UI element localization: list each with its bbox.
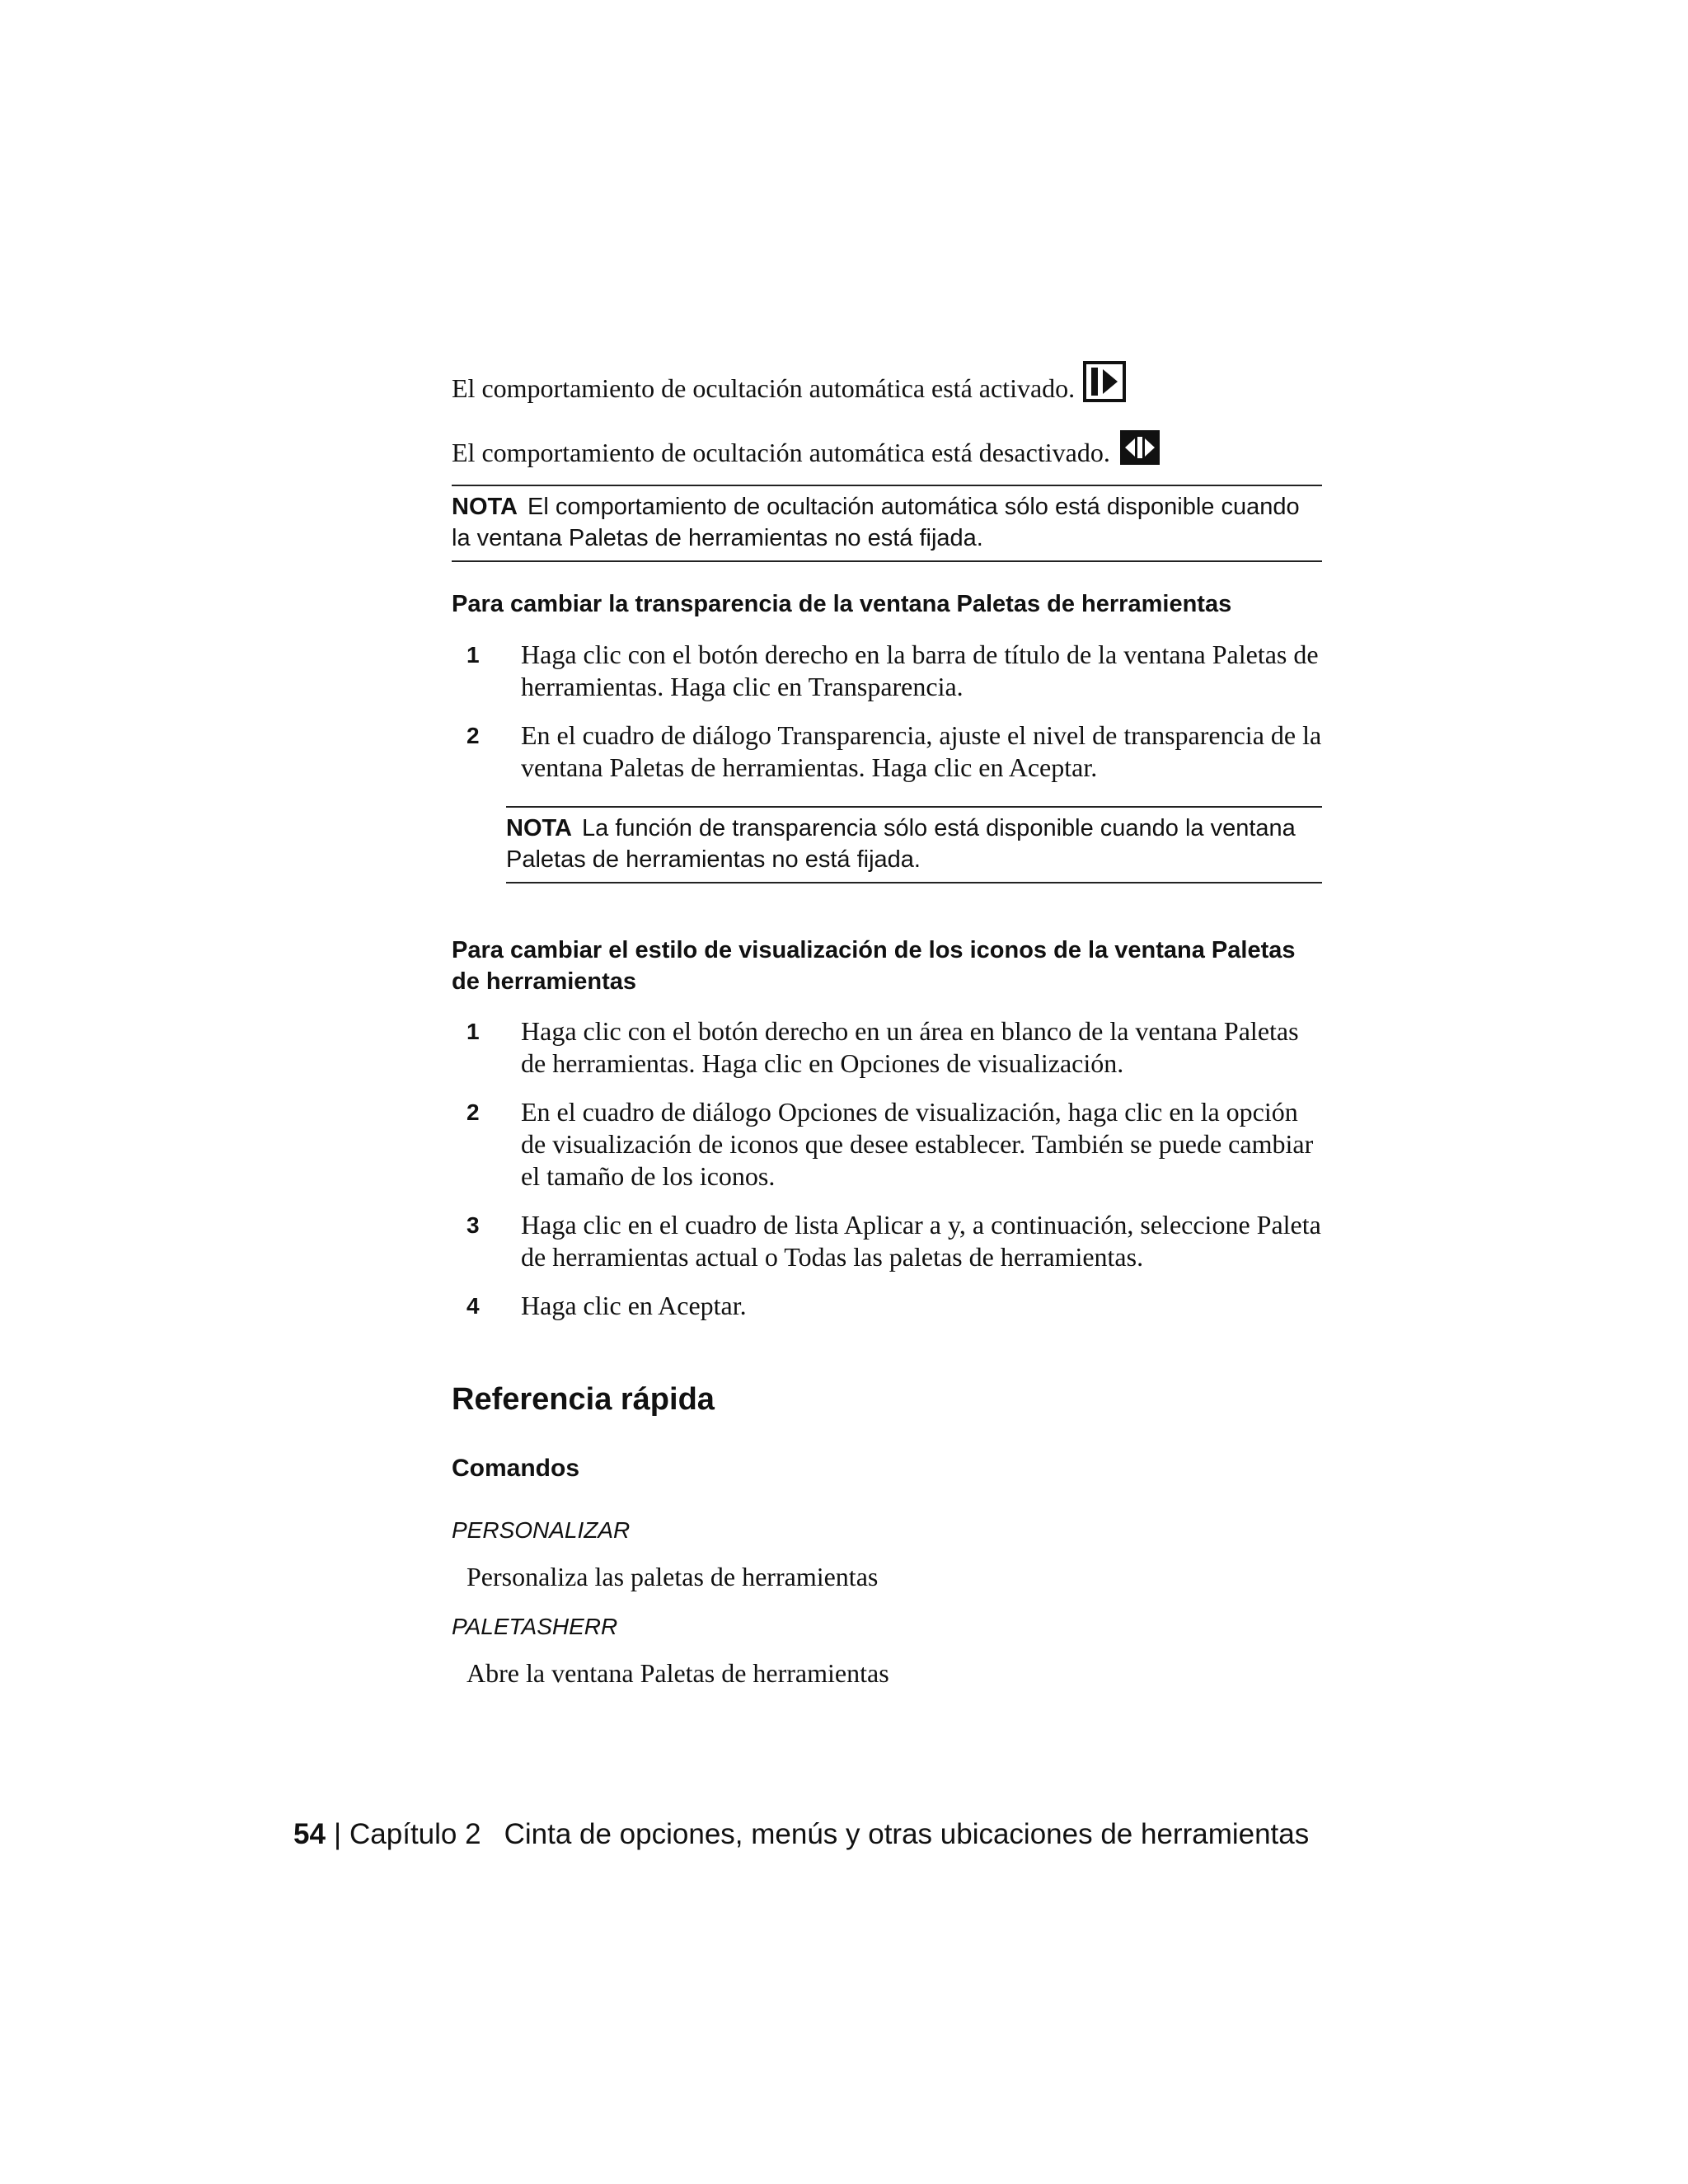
autohide-on-text: El comportamiento de ocultación automática está activado. bbox=[452, 373, 1076, 403]
footer-chapter-title: Cinta de opciones, menús y otras ubicaciones de herramientas bbox=[504, 1818, 1310, 1850]
autohide-on-icon bbox=[1083, 361, 1126, 410]
step-item bbox=[467, 1096, 1322, 1195]
footer-chapter: Capítulo 2 bbox=[349, 1818, 481, 1850]
note-text: El comportamiento de ocultación automática sólo está disponible cuando la ventana Paletas de herramientas no está fijada. bbox=[452, 494, 1300, 551]
step-number: 2 bbox=[467, 723, 480, 748]
note-text: La función de transparencia sólo está disponible cuando la ventana Paletas de herramientas no está fijada. bbox=[506, 815, 1296, 873]
step-text: Haga clic en el cuadro de lista Aplicar a y, a continuación, seleccione Paleta de herramientas actual o Todas las paletas de herramientas. bbox=[521, 1210, 1321, 1272]
command-name: PALETASHERR bbox=[452, 1614, 618, 1639]
note-autohide bbox=[452, 485, 1322, 562]
note-label: NOTA bbox=[506, 815, 573, 841]
step-item bbox=[467, 719, 1322, 785]
autohide-off-icon bbox=[1118, 429, 1161, 474]
quick-reference-title: Referencia rápida bbox=[452, 1382, 715, 1417]
step-number: 4 bbox=[467, 1293, 480, 1319]
command-description: Personaliza las paletas de herramientas bbox=[467, 1562, 879, 1591]
procedure-transparency-heading: Para cambiar la transparencia de la ventana Paletas de herramientas bbox=[452, 591, 1232, 617]
step-text: Haga clic con el botón derecho en la barra de título de la ventana Paletas de herramientas. Haga clic en Transparencia. bbox=[521, 640, 1319, 701]
step-number: 2 bbox=[467, 1099, 480, 1125]
step-item bbox=[467, 639, 1322, 705]
step-text: En el cuadro de diálogo Transparencia, ajuste el nivel de transparencia de la ventana Paletas de herramientas. Haga clic en Aceptar. bbox=[521, 720, 1322, 782]
note-transparency bbox=[506, 806, 1322, 883]
step-number: 3 bbox=[467, 1212, 480, 1238]
commands-title: Comandos bbox=[452, 1455, 580, 1482]
autohide-off-text: El comportamiento de ocultación automática está desactivado. bbox=[452, 438, 1110, 467]
step-item bbox=[467, 1015, 1322, 1081]
command-description: Abre la ventana Paletas de herramientas bbox=[467, 1658, 889, 1688]
note-label: NOTA bbox=[452, 494, 518, 520]
page-number: 54 bbox=[293, 1818, 326, 1850]
procedure-iconstyle-heading: Para cambiar el estilo de visualización de los iconos de la ventana Paletas de herramientas bbox=[452, 937, 1296, 995]
autohide-off-line bbox=[452, 429, 1161, 474]
step-number: 1 bbox=[467, 642, 480, 668]
step-item bbox=[467, 1290, 1322, 1323]
step-number: 1 bbox=[467, 1019, 480, 1044]
step-item bbox=[467, 1209, 1322, 1275]
command-name: PERSONALIZAR bbox=[452, 1517, 631, 1543]
autohide-on-line bbox=[452, 361, 1126, 410]
step-text: Haga clic con el botón derecho en un área en blanco de la ventana Paletas de herramientas. Haga clic en Opciones de visualización. bbox=[521, 1016, 1299, 1078]
step-text: Haga clic en Aceptar. bbox=[521, 1291, 747, 1320]
step-text: En el cuadro de diálogo Opciones de visualización, haga clic en la opción de visualización de iconos que desee establecer. También se puede cambiar el tamaño de los iconos. bbox=[521, 1097, 1314, 1191]
footer-separator: | bbox=[333, 1818, 342, 1850]
page-footer bbox=[293, 1816, 1309, 1853]
